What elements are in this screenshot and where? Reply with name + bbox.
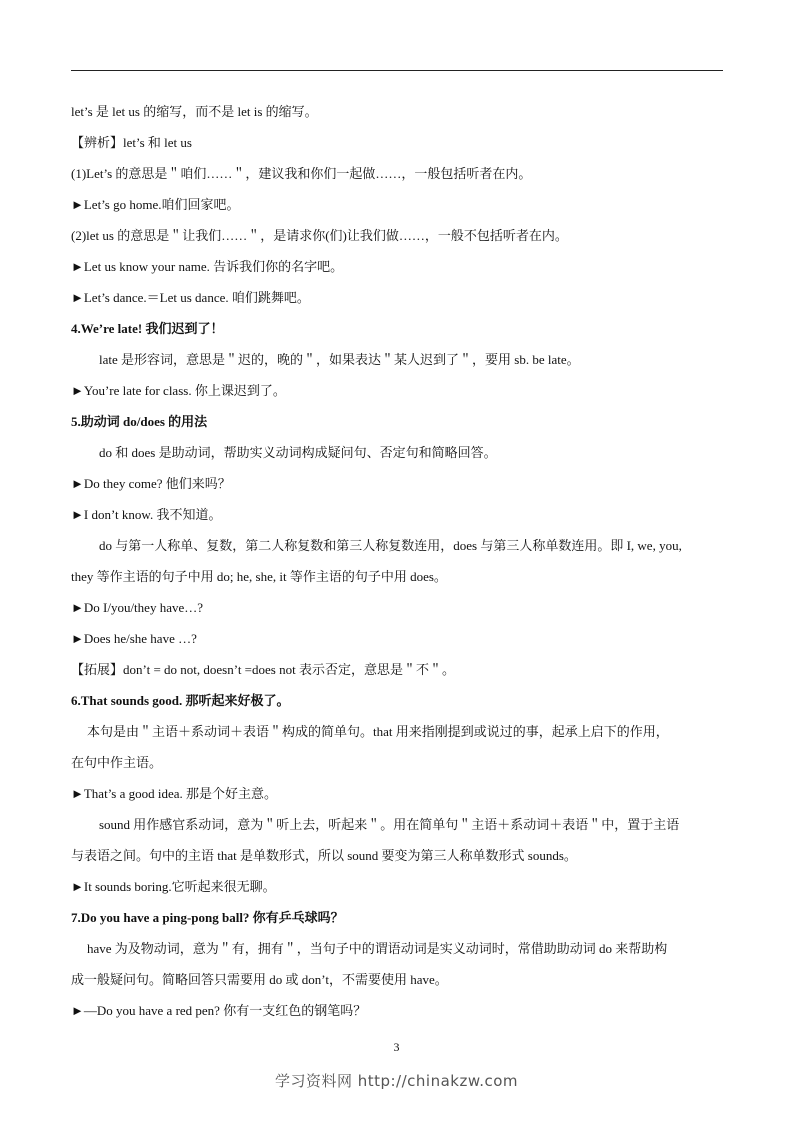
text-line: ►Let’s dance.＝Let us dance. 咱们跳舞吧。 bbox=[71, 290, 310, 305]
text-line: 【拓展】don’t = do not, doesn’t =does not 表示否定，意思是＂不＂。 bbox=[71, 662, 455, 677]
document-body bbox=[71, 96, 723, 1026]
text-line: ►You’re late for class. 你上课迟到了。 bbox=[71, 383, 286, 398]
text-line: do 和 does 是助动词，帮助实义动词构成疑问句、否定句和简略回答。 bbox=[99, 445, 497, 460]
text-line: ►Does he/she have …? bbox=[71, 631, 197, 646]
text-line: 【辨析】let’s 和 let us bbox=[71, 135, 192, 150]
section-heading: 5.助动词 do/does 的用法 bbox=[71, 414, 208, 429]
text-line: 成一般疑问句。简略回答只需要用 do 或 don’t，不需要使用 have。 bbox=[71, 972, 448, 987]
text-line: sound 用作感官系动词，意为＂听上去，听起来＂。用在简单句＂主语＋系动词＋表语＂中，置于主语 bbox=[99, 817, 680, 832]
text-line: 本句是由＂主语＋系动词＋表语＂构成的简单句。that 用来指刚提到或说过的事，起承上启下的作用， bbox=[87, 724, 669, 739]
text-line: 在句中作主语。 bbox=[71, 755, 163, 770]
section-heading: 6.That sounds good. 那听起来好极了。 bbox=[71, 693, 290, 708]
text-line: they 等作主语的句子中用 do; he, she, it 等作主语的句子中用 does。 bbox=[71, 569, 447, 584]
text-line: ►Do I/you/they have…? bbox=[71, 600, 203, 615]
text-line: ►—Do you have a red pen? 你有一支红色的钢笔吗？ bbox=[71, 1003, 367, 1018]
watermark: 学习资料网 http://chinakzw.com bbox=[274, 1072, 519, 1090]
text-line: ►Let us know your name. 告诉我们你的名字吧。 bbox=[71, 259, 344, 274]
text-line: (2)let us 的意思是＂让我们……＂，是请求你(们)让我们做……，一般不包括听者在内。 bbox=[71, 228, 568, 243]
text-line: ►Let’s go home.咱们回家吧。 bbox=[71, 197, 240, 212]
text-line: let’s 是 let us 的缩写，而不是 let is 的缩写。 bbox=[71, 104, 318, 119]
text-line: late 是形容词，意思是＂迟的，晚的＂，如果表达＂某人迟到了＂，要用 sb. be late。 bbox=[99, 352, 580, 367]
text-line: ►It sounds boring.它听起来很无聊。 bbox=[71, 879, 276, 894]
text-line: have 为及物动词，意为＂有，拥有＂，当句子中的谓语动词是实义动词时，常借助助动词 do 来帮助构 bbox=[87, 941, 668, 956]
text-line: do 与第一人称单、复数，第二人称复数和第三人称复数连用，does 与第三人称单数连用。即 I, we, you, bbox=[99, 538, 682, 553]
text-line: ►That’s a good idea. 那是个好主意。 bbox=[71, 786, 278, 801]
section-heading: 4.We’re late! 我们迟到了！ bbox=[71, 321, 224, 336]
page-number: 3 bbox=[393, 1040, 400, 1054]
section-heading: 7.Do you have a ping-pong ball? 你有乒乓球吗？ bbox=[71, 910, 344, 925]
text-line: ►I don’t know. 我不知道。 bbox=[71, 507, 222, 522]
text-line: ►Do they come? 他们来吗？ bbox=[71, 476, 231, 491]
header-rule bbox=[71, 70, 723, 71]
text-line: 与表语之间。句中的主语 that 是单数形式，所以 sound 要变为第三人称单数形式 sounds。 bbox=[71, 848, 577, 863]
text-line: (1)Let’s 的意思是＂咱们……＂，建议我和你们一起做……，一般包括听者在内。 bbox=[71, 166, 532, 181]
